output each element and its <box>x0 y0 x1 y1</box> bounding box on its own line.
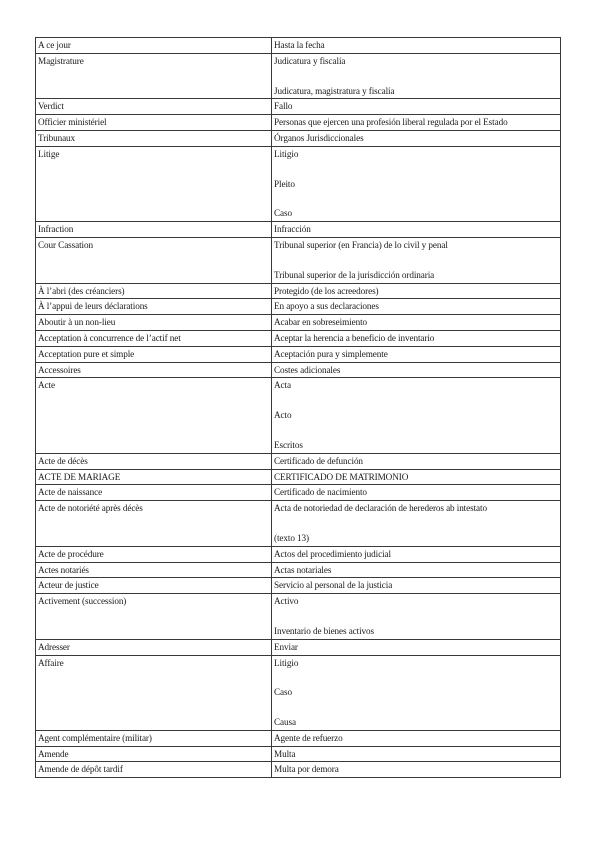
spanish-translation <box>272 99 561 115</box>
translation-line: Tribunal superior (en Francia) de lo civil y penal <box>274 239 448 250</box>
paragraph-gap <box>274 191 558 206</box>
spanish-translation <box>272 578 561 594</box>
translation-line: Acto <box>274 410 292 421</box>
table-row <box>36 222 561 238</box>
table-row <box>36 469 561 485</box>
translation-line: Enviar <box>274 641 298 652</box>
french-term: À l’abri (des créanciers) <box>36 283 272 299</box>
translation-line: Órganos Jurisdiccionales <box>274 132 364 143</box>
spanish-translation <box>272 299 561 315</box>
translation-line: Acta de notoriedad de declaración de herederos ab intestato <box>274 503 487 514</box>
paragraph-gap <box>274 69 558 84</box>
table-row <box>36 594 561 640</box>
table-row <box>36 501 561 547</box>
spanish-translation <box>272 639 561 655</box>
spanish-translation <box>272 453 561 469</box>
spanish-translation <box>272 53 561 99</box>
paragraph-gap <box>274 609 558 624</box>
translation-line: Pleito <box>274 178 295 189</box>
translation-line: Inventario de bienes activos <box>274 625 375 636</box>
translation-line: Agente de refuerzo <box>274 732 343 743</box>
french-term: Verdict <box>36 99 272 115</box>
translation-line: (texto 13) <box>274 532 309 543</box>
translation-line: Aceptación pura y simplemente <box>274 348 388 359</box>
table-row <box>36 746 561 762</box>
spanish-translation <box>272 146 561 221</box>
translation-line: Certificado de defunción <box>274 455 363 466</box>
paragraph-gap <box>274 393 558 408</box>
translation-line: Certificado de nacimiento <box>274 487 367 498</box>
french-term: Activement (succession) <box>36 594 272 640</box>
french-term: Affaire <box>36 655 272 730</box>
french-term: À l’appui de leurs déclarations <box>36 299 272 315</box>
spanish-translation <box>272 501 561 547</box>
translation-line: Litigio <box>274 657 299 668</box>
french-term: Magistrature <box>36 53 272 99</box>
french-term: Acte de procédure <box>36 546 272 562</box>
table-row <box>36 130 561 146</box>
spanish-translation <box>272 562 561 578</box>
table-row <box>36 730 561 746</box>
table-row <box>36 38 561 54</box>
table-row <box>36 453 561 469</box>
table-row <box>36 485 561 501</box>
table-row <box>36 283 561 299</box>
table-row <box>36 315 561 331</box>
translation-line: Aceptar la herencia a beneficio de inventario <box>274 332 435 343</box>
french-term: Amende de dépôt tardif <box>36 762 272 778</box>
translation-line: Costes adicionales <box>274 364 341 375</box>
paragraph-gap <box>274 516 558 531</box>
spanish-translation <box>272 469 561 485</box>
spanish-translation <box>272 283 561 299</box>
translation-line: Activo <box>274 596 299 607</box>
translation-line: Protegido (de los acreedores) <box>274 285 379 296</box>
paragraph-gap <box>274 423 558 438</box>
table-row <box>36 655 561 730</box>
french-term: ACTE DE MARIAGE <box>36 469 272 485</box>
translation-line: Actos del procedimiento judicial <box>274 548 391 559</box>
spanish-translation <box>272 346 561 362</box>
french-term: Acteur de justice <box>36 578 272 594</box>
table-row <box>36 115 561 131</box>
spanish-translation <box>272 330 561 346</box>
french-term: Acte de décès <box>36 453 272 469</box>
table-row <box>36 639 561 655</box>
table-row <box>36 99 561 115</box>
french-term: Officier ministériel <box>36 115 272 131</box>
translation-line: Caso <box>274 208 292 219</box>
paragraph-gap <box>274 162 558 177</box>
french-term: Cour Cassation <box>36 237 272 283</box>
translation-line: Judicatura, magistratura y fiscalía <box>274 85 395 96</box>
table-row <box>36 146 561 221</box>
french-term: Aboutir à un non-lieu <box>36 315 272 331</box>
glossary-body <box>36 38 561 778</box>
french-term: Infraction <box>36 222 272 238</box>
translation-line: Personas que ejercen una profesión liberal regulada por el Estado <box>274 117 508 128</box>
spanish-translation <box>272 362 561 378</box>
table-row <box>36 237 561 283</box>
french-term: Agent complémentaire (militar) <box>36 730 272 746</box>
table-row <box>36 53 561 99</box>
translation-line: Caso <box>274 687 292 698</box>
translation-line: Fallo <box>274 101 293 112</box>
french-term: Litige <box>36 146 272 221</box>
table-row <box>36 362 561 378</box>
translation-line: Acta <box>274 380 291 391</box>
french-term: Accessoires <box>36 362 272 378</box>
spanish-translation <box>272 378 561 453</box>
french-term: A ce jour <box>36 38 272 54</box>
translation-line: CERTIFICADO DE MATRIMONIO <box>274 471 409 482</box>
translation-line: En apoyo a sus declaraciones <box>274 301 379 312</box>
translation-line: Actas notariales <box>274 564 332 575</box>
table-row <box>36 546 561 562</box>
french-term: Acceptation pure et simple <box>36 346 272 362</box>
french-term: Actes notariés <box>36 562 272 578</box>
spanish-translation <box>272 130 561 146</box>
translation-line: Judicatura y fiscalía <box>274 55 346 66</box>
spanish-translation <box>272 315 561 331</box>
paragraph-gap <box>274 700 558 715</box>
table-row <box>36 299 561 315</box>
french-term: Acte de notoriété après décès <box>36 501 272 547</box>
translation-line: Multa por demora <box>274 764 339 775</box>
translation-line: Litigio <box>274 148 299 159</box>
translation-line: Escritos <box>274 439 303 450</box>
spanish-translation <box>272 730 561 746</box>
french-term: Amende <box>36 746 272 762</box>
translation-line: Causa <box>274 717 296 728</box>
spanish-translation <box>272 746 561 762</box>
spanish-translation <box>272 762 561 778</box>
french-term: Acte de naissance <box>36 485 272 501</box>
spanish-translation <box>272 485 561 501</box>
french-term: Acte <box>36 378 272 453</box>
spanish-translation <box>272 546 561 562</box>
table-row <box>36 578 561 594</box>
translation-line: Hasta la fecha <box>274 40 325 50</box>
translation-line: Servicio al personal de la justicia <box>274 580 393 591</box>
table-row <box>36 562 561 578</box>
french-term: Adresser <box>36 639 272 655</box>
translation-line: Acabar en sobreseimiento <box>274 317 368 328</box>
table-row <box>36 378 561 453</box>
french-term: Acceptation à concurrence de l’actif net <box>36 330 272 346</box>
translation-line: Multa <box>274 748 296 759</box>
translation-line: Tribunal superior de la jurisdicción ordinaria <box>274 269 435 280</box>
spanish-translation <box>272 237 561 283</box>
translation-line: Infracción <box>274 224 311 235</box>
spanish-translation <box>272 655 561 730</box>
french-term: Tribunaux <box>36 130 272 146</box>
spanish-translation <box>272 222 561 238</box>
spanish-translation <box>272 115 561 131</box>
spanish-translation <box>272 594 561 640</box>
table-row <box>36 330 561 346</box>
paragraph-gap <box>274 253 558 268</box>
spanish-translation <box>272 38 561 54</box>
table-row <box>36 346 561 362</box>
glossary-table <box>35 37 561 778</box>
paragraph-gap <box>274 670 558 685</box>
table-row <box>36 762 561 778</box>
